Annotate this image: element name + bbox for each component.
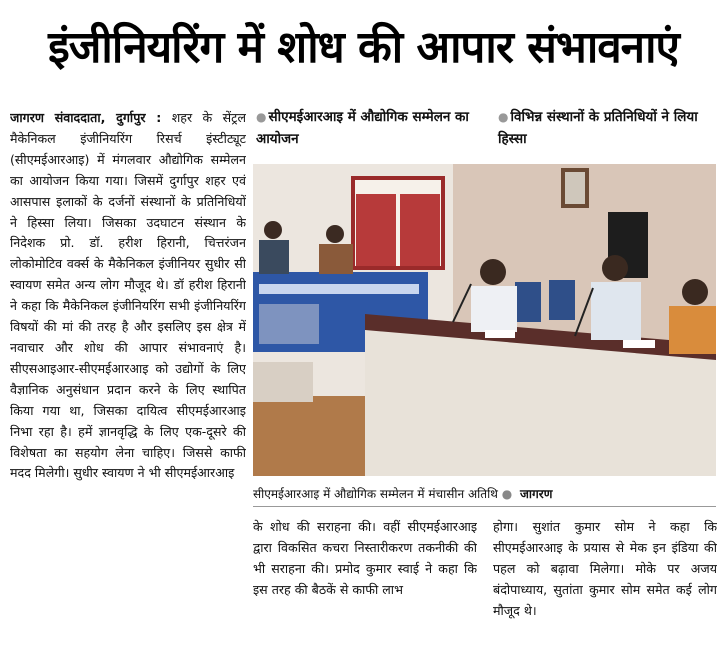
photo-credit: जागरण	[520, 487, 553, 501]
article-column-1-text: शहर के सेंट्रल मैकेनिकल इंजीनियरिंग रिसर्च इंस्टीट्यूट (सीएमईआरआइ) में मंगलवार औद्योगिक सम्मेलन का आयोजन किया गया। जिसमें दुर्गापुर शहर एवं आसपास इलाकों के दर्जनों संस्थानों के प्रतिनिधियों ने हिस्सा लिया। जिसका उदघाटन संस्थान के निदेशक प्रो. डॉ. हरीश हिरानी, चित्तरंजन लोकोमोटिव वर्क्स के मैकेनिकल इंजीनियर सुधीर सी स्वायण समेत अन्य लोग मौजूद थे। डॉ हरीश हिरानी ने कहा कि मैकेनिकल इंजीनियरिंग सभी इंजीनियरिंग विषयों की मां की तरह है और इसलिए इस क्षेत्र में नवाचार और शोध की आपार संभावनाएं है। सीएसआइआर-सीएमईआरआइ को उद्योगों के लिए वैज्ञानिक अनुसंधान प्रदान करने के लिए स्थापित किया गया था, जिसका दायित्व सीएमईआरआइ निभा रहा है। हमें ज्ञानवृद्धि के लिए एक-दूसरे की विशेषता का सहयोग लेना चाहिए। जिससे काफी मदद मिलेगी। सुधीर स्वायण ने भी सीएमईआरआइ	[10, 110, 246, 481]
conference-photo-illustration	[253, 164, 716, 476]
bullet-icon: ●	[498, 110, 509, 124]
photo-caption-text: सीएमईआरआइ में औद्योगिक सम्मेलन में मंचासीन अतिथि	[253, 487, 498, 501]
article-column-1	[10, 108, 246, 648]
photo-caption	[253, 482, 716, 507]
article-column-2	[253, 516, 477, 651]
bullet-icon: ●	[256, 110, 267, 124]
article-column-3-text: होगा। सुशांत कुमार सोम ने कहा कि सीएमईआरआइ के प्रयास से मेक इन इंडिया की पहल को बढ़ावा मिलेगा। मोके पर अजय बंदोपाध्याय, सुतांता कुमार सोम समेत कई लोग मौजूद थे।	[493, 519, 717, 618]
subhead-1	[256, 106, 486, 150]
article-column-2-text: के शोध की सराहना की। वहीं सीएमईआरआइ द्वारा विकसित कचरा निस्तारीकरण तकनीकी की भी सराहना की। प्रमोद कुमार स्वाई ने कहा कि इस तरह की बैठकें से काफी लाभ	[253, 519, 477, 597]
byline: जागरण संवाददाता, दुर्गापुर :	[10, 110, 162, 125]
news-photo	[253, 164, 716, 476]
subhead-2	[498, 106, 720, 150]
article-column-3	[493, 516, 717, 651]
subhead-2-text: विभिन्न संस्थानों के प्रतिनिधियों ने लिया हिस्सा	[498, 109, 698, 147]
bullet-icon: ●	[501, 487, 513, 501]
subhead-1-text: सीएमईआरआइ में औद्योगिक सम्मेलन का आयोजन	[256, 109, 469, 147]
headline: इंजीनियरिंग में शोध की आपार संभावनाएं	[48, 22, 679, 73]
